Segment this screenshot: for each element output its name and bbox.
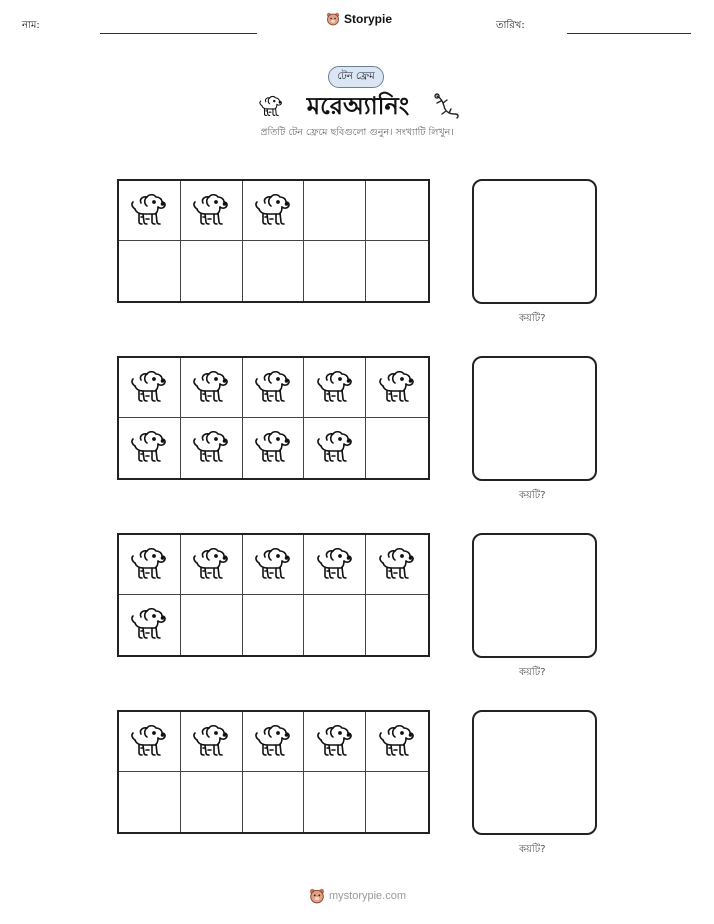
frame-cell: [366, 772, 428, 832]
frame-cell: [304, 712, 366, 772]
frame-cell: [366, 181, 428, 241]
frame-cell: [304, 418, 366, 478]
dog-icon: [189, 191, 233, 231]
dog-icon: [313, 428, 357, 468]
frame-cell: [304, 772, 366, 832]
dog-icon: [313, 722, 357, 762]
frame-cell: [181, 241, 243, 301]
footer-url[interactable]: mystorypie.com: [329, 890, 407, 902]
ten-frame-2: [117, 356, 430, 480]
name-label: নাম:: [22, 20, 40, 31]
frame-cell: [119, 595, 181, 655]
dog-icon: [251, 368, 295, 408]
dog-icon: [189, 368, 233, 408]
ten-frame-4: [117, 710, 430, 834]
topic-badge: টেন ফ্রেম: [328, 66, 384, 88]
frame-cell: [304, 181, 366, 241]
frame-cell: [119, 418, 181, 478]
dog-icon: [127, 191, 171, 231]
frame-cell: [304, 358, 366, 418]
frame-cell: [243, 418, 305, 478]
bear-logo-icon: [326, 12, 340, 26]
question-label-2: কয়টি?: [519, 490, 546, 501]
frame-cell: [366, 418, 428, 478]
dog-icon: [313, 368, 357, 408]
dog-icon: [189, 722, 233, 762]
frame-cell: [243, 712, 305, 772]
dog-icon: [375, 545, 419, 585]
frame-cell: [181, 418, 243, 478]
question-label-1: কয়টি?: [519, 313, 546, 324]
dog-icon: [127, 722, 171, 762]
frame-cell: [181, 712, 243, 772]
date-label: তারিখ:: [496, 20, 525, 31]
dog-icon: [375, 368, 419, 408]
frame-cell: [243, 181, 305, 241]
frame-cell: [119, 358, 181, 418]
frame-cell: [181, 181, 243, 241]
dog-icon: [189, 428, 233, 468]
page-title: মরেঅ্যানিং: [306, 92, 410, 120]
frame-cell: [119, 712, 181, 772]
dog-icon: [251, 191, 295, 231]
frame-cell: [366, 712, 428, 772]
frame-cell: [243, 595, 305, 655]
dog-icon: [127, 605, 171, 645]
frame-cell: [243, 241, 305, 301]
dog-icon: [127, 545, 171, 585]
question-label-3: কয়টি?: [519, 667, 546, 678]
dog-icon: [189, 545, 233, 585]
frame-cell: [366, 241, 428, 301]
frame-cell: [119, 535, 181, 595]
dog-icon: [251, 545, 295, 585]
frame-cell: [366, 358, 428, 418]
answer-box-4[interactable]: [472, 710, 597, 835]
footer: [309, 888, 406, 904]
dog-icon: [127, 368, 171, 408]
frame-cell: [304, 535, 366, 595]
bear-logo-icon: [309, 888, 325, 904]
frame-cell: [181, 595, 243, 655]
frame-cell: [119, 181, 181, 241]
answer-box-1[interactable]: [472, 179, 597, 304]
answer-box-3[interactable]: [472, 533, 597, 658]
frame-cell: [304, 241, 366, 301]
frame-cell: [181, 535, 243, 595]
brand-name: Storypie: [344, 12, 393, 26]
frame-cell: [366, 535, 428, 595]
frame-cell: [181, 358, 243, 418]
brand: [326, 12, 392, 26]
dog-icon: [251, 722, 295, 762]
question-label-4: কয়টি?: [519, 844, 546, 855]
dog-icon: [375, 722, 419, 762]
ten-frame-3: [117, 533, 430, 657]
instructions: প্রতিটি টেন ফ্রেমে ছবিগুলো গুনুন। সংখ্যাটি লিখুন।: [260, 127, 454, 138]
frame-cell: [243, 535, 305, 595]
dog-icon: [127, 428, 171, 468]
dog-icon: [313, 545, 357, 585]
lizard-icon: [431, 92, 461, 122]
dog-icon: [256, 94, 286, 120]
ten-frame-1: [117, 179, 430, 303]
frame-cell: [119, 241, 181, 301]
frame-cell: [119, 772, 181, 832]
frame-cell: [366, 595, 428, 655]
frame-cell: [243, 358, 305, 418]
answer-box-2[interactable]: [472, 356, 597, 481]
frame-cell: [243, 772, 305, 832]
dog-icon: [251, 428, 295, 468]
date-field[interactable]: [567, 33, 691, 34]
frame-cell: [304, 595, 366, 655]
frame-cell: [181, 772, 243, 832]
name-field[interactable]: [100, 33, 257, 34]
